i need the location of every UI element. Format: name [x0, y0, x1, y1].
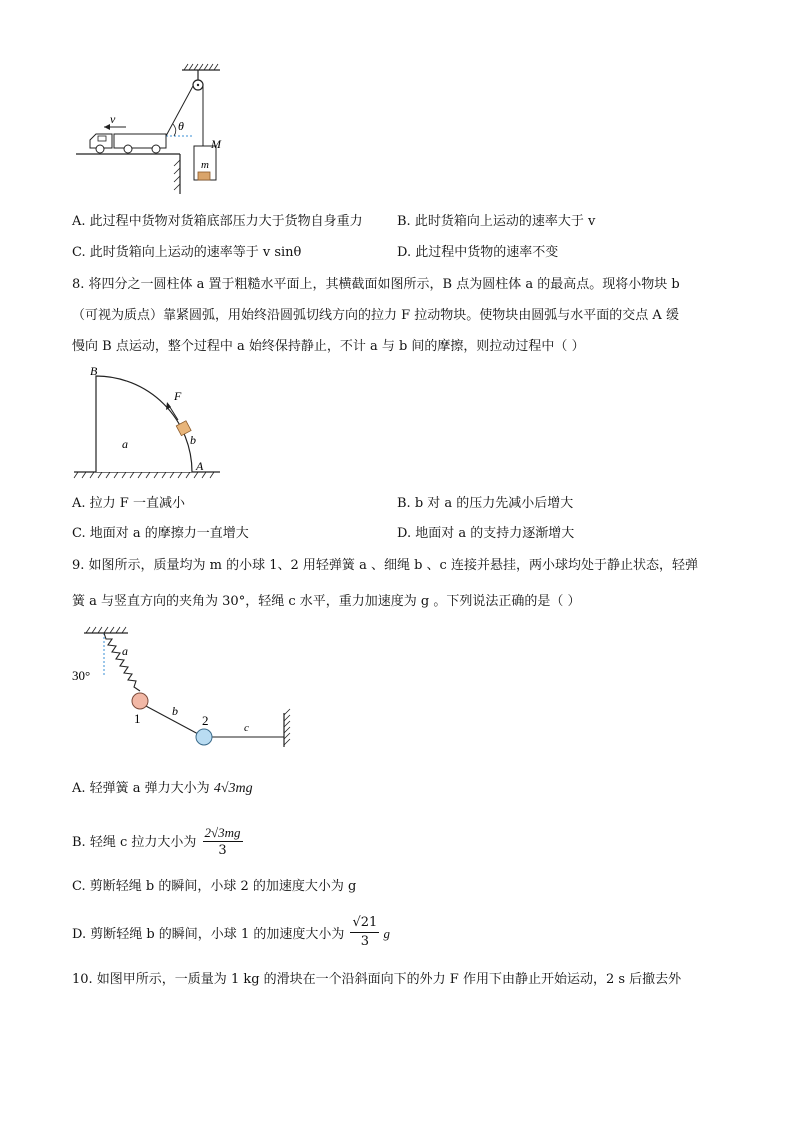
q9-stem-line-2: 簧 a 与竖直方向的夹角为 30°，轻绳 c 水平，重力加速度为 g 。下列说法正确的是（ ）: [72, 594, 581, 609]
point-B-label: B: [90, 364, 98, 378]
q8-stem-line-1: 8. 将四分之一圆柱体 a 置于粗糙水平面上，其横截面如图所示，B 点为圆柱体 a 的最高点。现将小物块 b: [72, 277, 680, 292]
q7-option-b: B. 此时货箱向上运动的速率大于 v: [397, 214, 596, 229]
q7-option-d: D. 此过程中货物的速率不变: [397, 245, 559, 260]
ball-2-label: 2: [202, 713, 209, 728]
q10-stem-line-1: 10. 如图甲所示，一质量为 1 kg 的滑块在一个沿斜面向下的外力 F 作用下由静止开始运动，2 s 后撤去外: [72, 972, 682, 987]
angle-30-label: 30°: [72, 668, 91, 683]
q9-option-b-fraction: [203, 824, 243, 859]
q9-option-a: [72, 780, 253, 798]
q9-option-b-numerator: 2√3mg: [204, 825, 241, 840]
q9-option-d-suffix: g: [383, 926, 390, 941]
spring-a-label: a: [122, 644, 128, 658]
cargo-m-label: m: [201, 159, 209, 171]
q9-option-a-text: A. 轻弹簧 a 弹力大小为: [72, 781, 214, 796]
spring-balls-figure: [70, 625, 300, 750]
q9-option-a-value: 4√3mg: [213, 781, 253, 796]
q9-option-d-text: D. 剪断轻绳 b 的瞬间，小球 1 的加速度大小为: [72, 927, 349, 942]
block-b-label: b: [190, 433, 196, 447]
theta-label: θ: [178, 119, 184, 133]
q9-option-b: [72, 824, 243, 864]
body-a-label: a: [122, 437, 128, 451]
box-M-label: M: [211, 137, 221, 151]
q9-option-d-numerator: √21: [350, 914, 379, 933]
rope-c-label: c: [244, 722, 249, 734]
q9-stem-line-1: 9. 如图所示，质量均为 m 的小球 1、2 用轻弹簧 a 、细绳 b 、c 连接并悬挂，两小球均处于静止状态，轻弹: [72, 558, 698, 573]
q8-option-d: D. 地面对 a 的支持力逐渐增大: [397, 526, 575, 541]
ball-1-label: 1: [134, 711, 141, 726]
q8-option-c: C. 地面对 a 的摩擦力一直增大: [72, 526, 249, 541]
q9-option-b-text: B. 轻绳 c 拉力大小为: [72, 835, 201, 850]
q9-option-d-fraction: [350, 914, 379, 951]
q8-option-b: B. b 对 a 的压力先减小后增大: [397, 496, 574, 511]
rope-b-label: b: [172, 704, 178, 718]
q9-option-d-denominator: 3: [360, 934, 370, 949]
q8-option-a: A. 拉力 F 一直减小: [72, 496, 185, 511]
ball-2: [196, 729, 212, 745]
q8-stem-line-2: （可视为质点）靠紧圆弧，用始终沿圆弧切线方向的拉力 F 拉动物块。使物块由圆弧与水平面的交点 A 缓: [72, 308, 679, 323]
ball-1: [132, 693, 148, 709]
q8-stem-line-3: 慢向 B 点运动，整个过程中 a 始终保持静止，不计 a 与 b 间的摩擦，则拉动过程中（ ）: [72, 339, 585, 354]
q9-option-b-denominator: 3: [218, 843, 227, 858]
truck-pulley-figure: [70, 62, 240, 202]
point-A-label: A: [196, 459, 204, 473]
force-F-label: F: [174, 389, 182, 403]
q9-option-d: [72, 914, 390, 956]
quarter-cylinder-figure: [70, 362, 230, 487]
q7-option-a: A. 此过程中货物对货箱底部压力大于货物自身重力: [72, 214, 363, 229]
q9-option-c: C. 剪断轻绳 b 的瞬间，小球 2 的加速度大小为 g: [72, 879, 357, 894]
q7-option-c: C. 此时货箱向上运动的速率等于 v sinθ: [72, 245, 302, 260]
velocity-label: v: [110, 112, 116, 126]
